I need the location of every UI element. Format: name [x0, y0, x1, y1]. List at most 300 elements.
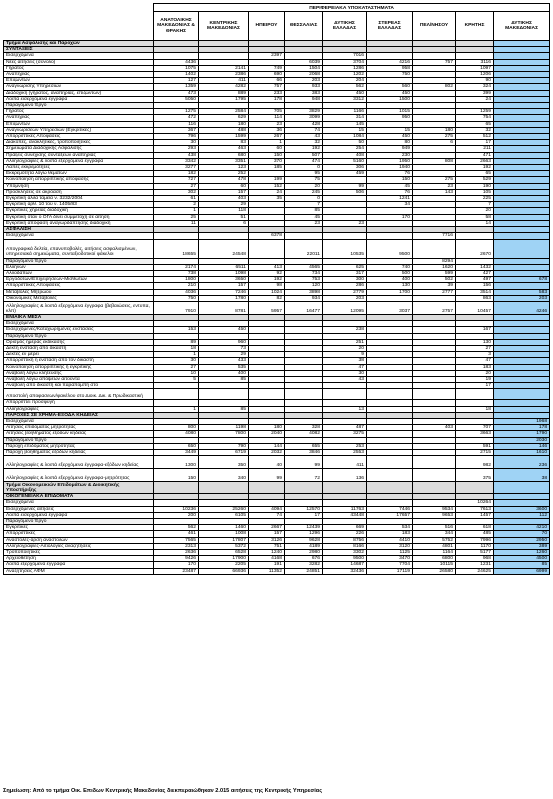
data-cell: 411 [323, 456, 367, 469]
data-cell: 433 [199, 358, 249, 364]
data-cell: 3898 [285, 289, 323, 295]
data-cell: 5050 [154, 96, 199, 102]
data-cell: 1075 [154, 65, 199, 71]
data-cell: 3650 [199, 277, 249, 283]
data-cell: 1457 [456, 512, 494, 518]
data-cell: 6105 [199, 512, 249, 518]
data-cell: 9500 [367, 239, 413, 258]
data-cell: 27 [456, 345, 494, 351]
data-cell: 7446 [367, 506, 413, 512]
data-cell: 39 [413, 283, 456, 289]
data-cell: 507 [285, 152, 323, 158]
row-label: Απορριπτικές [4, 531, 154, 537]
data-cell: 10264 [456, 500, 494, 506]
data-cell: 12095 [323, 301, 367, 314]
data-cell: 200 [154, 512, 199, 518]
data-cell: 2 [154, 202, 199, 208]
data-cell: 403 [199, 196, 249, 202]
data-cell: 27 [154, 183, 199, 189]
data-cell: 11763 [323, 506, 367, 512]
data-cell: 534 [367, 525, 413, 531]
row-label: ΑΣΦΑΛΙΣΗ [4, 227, 154, 233]
data-cell: 7800 [199, 431, 249, 437]
row-label: Παραγόμενο Έργο [4, 258, 154, 264]
data-cell: 13 [323, 406, 367, 412]
data-cell: 30 [154, 358, 199, 364]
data-cell: 889 [199, 90, 249, 96]
data-cell: 629 [199, 115, 249, 121]
data-cell: 485 [456, 531, 494, 537]
data-cell: 192 [285, 146, 323, 152]
row-label: Κοινοποίηση απορριπτικής ή εγκριτικής [4, 364, 154, 370]
row-label: Εισερχόμενα [4, 233, 154, 239]
data-cell: 3342 [154, 158, 199, 164]
data-cell: 1231 [456, 562, 494, 568]
data-cell: 471 [456, 152, 494, 158]
data-cell: 3704 [323, 59, 367, 65]
data-cell: 5957 [249, 301, 285, 314]
data-cell: 982 [456, 456, 494, 469]
data-cell: 4036 [154, 289, 199, 295]
data-cell: 65 [456, 121, 494, 127]
header-spacer [4, 12, 154, 41]
data-cell: 4080 [154, 431, 199, 437]
data-cell: 3449 [154, 449, 199, 455]
data-cell: 275 [413, 177, 456, 183]
data-cell: 32 [456, 127, 494, 133]
data-cell: 2757 [413, 301, 456, 314]
data-cell: 427 [456, 270, 494, 276]
row-label: Δεκτή ένσταση από δικαστή [4, 345, 154, 351]
data-cell: 98 [249, 283, 285, 289]
data-cell: 2313 [154, 543, 199, 549]
data-cell: 92 [249, 270, 285, 276]
data-cell: 14687 [323, 562, 367, 568]
row-label: Αλληλογραφίες [4, 406, 154, 412]
row-label: Αναγνωρίσεων Υπηρεσιών (Εγκριτικές) [4, 127, 154, 133]
data-cell: 157 [199, 189, 249, 195]
data-cell [413, 482, 456, 494]
col-header-dytikis-elladas: ΔΥΤΙΚΗΣ ΕΛΛΑΔΑΣ [323, 12, 367, 41]
data-cell: 4082 [285, 431, 323, 437]
data-cell: 157 [199, 283, 249, 289]
data-cell: 32436 [323, 568, 367, 574]
row-label: Ορισμός ημέρας εκδίκασης [4, 339, 154, 345]
data-cell: 383 [285, 90, 323, 96]
row-label: Οικονομικές Μεταβολές [4, 295, 154, 301]
data-cell: 3 [456, 352, 494, 358]
data-cell: 400 [367, 277, 413, 283]
data-cell: 403 [413, 425, 456, 431]
data-cell: 4189 [285, 543, 323, 549]
row-label: Αναβολή λόγω απόψεων αιτούντα [4, 376, 154, 382]
data-cell: 7716 [413, 233, 456, 239]
data-cell: 8756 [323, 537, 367, 543]
data-cell: 183 [456, 364, 494, 370]
data-cell: 10236 [154, 506, 199, 512]
table-row [4, 389, 550, 400]
row-label: Διακοπές, ανακλητικές, τροποποιητικές [4, 140, 154, 146]
data-cell: 3037 [367, 301, 413, 314]
data-cell: 3126 [249, 537, 285, 543]
row-label: Αναβολή λόγω κλήτευσης [4, 370, 154, 376]
data-cell: 199 [249, 177, 285, 183]
data-cell: 150 [367, 177, 413, 183]
data-cell: 529 [456, 177, 494, 183]
spreadsheet-sheet [3, 3, 549, 575]
data-cell: 306 [323, 165, 367, 171]
data-cell: 9653 [413, 512, 456, 518]
data-cell: 12570 [285, 506, 323, 512]
row-label: Εισερχόμενες/Καταχωρημένες ενστάσεις [4, 327, 154, 333]
data-cell: 707 [456, 425, 494, 431]
data-cell: 1166 [323, 109, 367, 115]
data-cell: 740 [367, 264, 413, 270]
data-cell: 116 [154, 121, 199, 127]
data-cell: 238 [323, 327, 367, 333]
data-cell: 2663 [456, 158, 494, 164]
data-cell: 114 [249, 115, 285, 121]
row-label: Αποστολή αποφασεων/φακέλου στο Διοικ. Δικ. & Πρωδικαστική [4, 389, 154, 400]
data-cell: 6528 [199, 550, 249, 556]
data-cell: 3116 [456, 59, 494, 65]
data-cell: 203 [323, 295, 367, 301]
data-cell: 76 [367, 189, 413, 195]
data-cell: 10 [154, 370, 199, 376]
data-cell: 5160 [323, 158, 367, 164]
data-cell: 1432 [456, 264, 494, 270]
row-label: Λαπές εκκρεμότητες [4, 165, 154, 171]
data-cell: 1084 [323, 134, 367, 140]
data-cell: 167 [456, 327, 494, 333]
row-label: Νέες αιτήσεις (σύνολο) [4, 59, 154, 65]
data-cell: 6 [199, 220, 249, 226]
data-cell: 85 [199, 376, 249, 382]
data-cell: 428 [285, 121, 323, 127]
data-cell: 1620 [413, 264, 456, 270]
data-cell: 127 [154, 78, 199, 84]
row-label: Παραγόμενο Έργο [4, 333, 154, 339]
data-cell: 50 [323, 140, 367, 146]
data-cell [323, 389, 367, 400]
data-cell: 150 [154, 469, 199, 482]
data-cell: 754 [456, 115, 494, 121]
data-cell: 9 [323, 352, 367, 358]
data-cell: 562 [154, 525, 199, 531]
data-cell: 3277 [154, 165, 199, 171]
data-cell: 4436 [154, 59, 199, 65]
data-cell: 7910 [154, 301, 199, 314]
data-cell: 19 [456, 376, 494, 382]
data-cell: 83 [199, 140, 249, 146]
data-cell: 1 [154, 406, 199, 412]
data-cell: 143 [413, 189, 456, 195]
data-cell: 535 [199, 364, 249, 370]
data-cell: 27 [154, 364, 199, 370]
row-label: Αναπηρίας [4, 115, 154, 121]
corner-cell [4, 4, 154, 12]
data-cell [413, 239, 456, 258]
row-label: ΠΑΡΟΧΕΣ ΣΕ ΧΡΗΜΑ-ΕΞΟΔΑ ΚΗΔΕΙΑΣ [4, 412, 154, 418]
data-cell: 85 [285, 208, 323, 214]
row-label: Εγκριτική άλλα ταμεία ν. 3232/2004 [4, 196, 154, 202]
data-cell: 502 [413, 277, 456, 283]
data-cell: 4246 [494, 301, 550, 314]
data-cell: 8294 [413, 258, 456, 264]
data-cell: 251 [323, 339, 367, 345]
data-cell: 463 [199, 146, 249, 152]
data-cell: 136 [323, 469, 367, 482]
data-cell: 753 [285, 277, 323, 283]
data-cell: 7613 [456, 506, 494, 512]
data-cell: 474 [285, 158, 323, 164]
data-cell: 275 [413, 134, 456, 140]
data-cell: 749 [249, 65, 285, 71]
data-cell: 24 [249, 189, 285, 195]
data-cell: 20 [285, 183, 323, 189]
data-cell: 185 [249, 165, 285, 171]
data-cell [154, 482, 199, 494]
data-cell: 2205 [199, 562, 249, 568]
data-cell: 314 [323, 115, 367, 121]
data-cell: 20 [456, 208, 494, 214]
table-row [4, 301, 550, 314]
data-cell: 47 [456, 358, 494, 364]
data-cell: 7565 [154, 537, 199, 543]
data-cell: 99 [249, 469, 285, 482]
data-cell: 95 [285, 171, 323, 177]
data-cell: 1 [154, 208, 199, 214]
data-cell: 35 [249, 196, 285, 202]
data-cell: 1164 [413, 550, 456, 556]
data-cell: 123 [199, 165, 249, 171]
data-cell: 190 [456, 183, 494, 189]
data-cell: 6039 [285, 59, 323, 65]
col-header-anatolikis-makedonias: ΑΝΑΤΟΛΙΚΗΣ ΜΑΚΕΔΟΝΙΑΣ & ΘΡΑΚΗΣ [154, 12, 199, 41]
data-cell: 413 [249, 264, 285, 270]
row-label: Λοιπά εξερχόμενα έγγραφα [4, 562, 154, 568]
data-cell: 18 [456, 406, 494, 412]
data-cell: 2032 [249, 449, 285, 455]
data-cell: 145 [323, 121, 367, 127]
data-cell: 26580 [413, 568, 456, 574]
row-label: Εισερχόμενες αιτήσεις [4, 506, 154, 512]
data-cell: 790 [199, 443, 249, 449]
data-cell: 3829 [285, 109, 323, 115]
data-cell: 130 [456, 339, 494, 345]
data-cell: 51 [199, 214, 249, 220]
data-cell: 1098 [199, 270, 249, 276]
data-cell: 344 [413, 531, 456, 537]
data-cell: 328 [285, 425, 323, 431]
data-cell: 450 [323, 90, 367, 96]
data-cell: 253 [323, 443, 367, 449]
data-cell: 17 [456, 140, 494, 146]
row-label: Αναβολή από δικαστή και παραπομπή στο [4, 383, 154, 389]
data-cell: 29 [199, 202, 249, 208]
data-cell [199, 482, 249, 494]
row-label: Αλλοδαπών [4, 270, 154, 276]
data-cell: 302 [154, 189, 199, 195]
data-cell: 3282 [285, 562, 323, 568]
row-label: Αλληλογραφίες-Αιτιολογίες αναζητήσεις [4, 543, 154, 549]
data-cell [413, 456, 456, 469]
data-cell [456, 482, 494, 494]
data-cell: 9628 [285, 537, 323, 543]
data-cell: 267 [249, 134, 285, 140]
data-cell: 9500 [323, 556, 367, 562]
data-cell: 66 [249, 78, 285, 84]
data-cell: 6719 [199, 449, 249, 455]
data-cell: 23 [413, 183, 456, 189]
data-cell: 25 [154, 214, 199, 220]
data-cell: 66936 [199, 568, 249, 574]
data-cell: 796 [154, 134, 199, 140]
data-cell: 450 [199, 327, 249, 333]
row-label: Εγκριτική όταν ο ΟΓΑ δίνει συμμετοχή σε αίτηση [4, 214, 154, 220]
data-cell: 245 [285, 189, 323, 195]
data-cell: 583 [494, 289, 550, 295]
data-cell: 1198 [199, 425, 249, 431]
data-cell: 20 [456, 370, 494, 376]
data-cell: 183 [367, 531, 413, 537]
row-label: Αλληλογραφίες & λοιπά εξερχόμενα έγγραφα-μητρότητας [4, 469, 154, 482]
data-cell: 170 [367, 214, 413, 220]
data-cell: 500 [367, 270, 413, 276]
data-cell: 203 [285, 78, 323, 84]
data-cell [413, 469, 456, 482]
data-cell: 7016 [323, 53, 367, 59]
data-cell: 750 [154, 295, 199, 301]
data-cell: 4094 [249, 506, 285, 512]
row-label: Προσκλήσεις σε ακρόαση [4, 189, 154, 195]
data-cell: 599 [413, 270, 456, 276]
col-header-kentrikis-makedonias: ΚΕΝΤΡΙΚΗΣ ΜΑΚΕΔΟΝΙΑΣ [199, 12, 249, 41]
data-cell: 7246 [199, 289, 249, 295]
data-cell: 389 [494, 543, 550, 549]
data-cell [199, 389, 249, 400]
data-cell: 949 [367, 146, 413, 152]
col-header-ipeirou: ΗΠΕΙΡΟΥ [249, 12, 285, 41]
data-cell: 705 [249, 109, 285, 115]
data-cell: 192 [456, 165, 494, 171]
data-cell: 8781 [199, 301, 249, 314]
row-label: Απογραφικά δελτία, επανυποβολές, αιτήσεις ασφαλισμένων, υπηρεσιακά σημειώματα, συνταξιοδοτικοί φάκελοι [4, 239, 154, 258]
data-cell: 5177 [456, 550, 494, 556]
data-cell: 2715 [456, 449, 494, 455]
data-cell: 105 [456, 189, 494, 195]
data-cell: 2667 [249, 525, 285, 531]
row-label: Παροχή επιδόματος μητρότητας [4, 443, 154, 449]
data-cell [494, 389, 550, 400]
data-cell: 750 [367, 72, 413, 78]
data-cell: 210 [154, 283, 199, 289]
data-cell: 960 [199, 339, 249, 345]
data-cell: 24851 [285, 568, 323, 574]
row-label: Μεταβολές Μητρώου [4, 289, 154, 295]
data-cell: 7 [285, 202, 323, 208]
data-cell [285, 389, 323, 400]
data-cell: 180 [249, 425, 285, 431]
data-cell: 3514 [456, 289, 494, 295]
table-row [4, 456, 550, 469]
data-cell: 40 [249, 456, 285, 469]
data-cell: 130 [367, 283, 413, 289]
data-cell: 4565 [285, 264, 323, 270]
row-label: Αρχειοθέτηση [4, 556, 154, 562]
col-header-dytikis-makedonias: ΔΥΤΙΚΗΣ ΜΑΚΕΔΟΝΙΑΣ [494, 12, 550, 41]
data-cell: 61 [154, 196, 199, 202]
data-cell: 153 [154, 327, 199, 333]
row-label: Επιζώντων [4, 78, 154, 84]
row-label: Αιτήσεις βοηθήματος εξόδων κηδείας [4, 431, 154, 437]
data-cell: 15 [323, 127, 367, 133]
data-cell: 157 [249, 531, 285, 537]
data-cell: 6800 [413, 556, 456, 562]
row-label: Διαδοχική (γήρατος, αναπηρίας, επιζώντων) [4, 90, 154, 96]
data-cell: 1024 [249, 289, 285, 295]
data-cell: 2030 [494, 437, 550, 443]
data-cell: 6999 [494, 568, 550, 574]
row-label: Δεκτές εν μέρει [4, 352, 154, 358]
row-label: Πράξεις συνέχισης συντάξεων αναπηρίας [4, 152, 154, 158]
data-cell: 25260 [199, 506, 249, 512]
data-cell: 669 [323, 525, 367, 531]
data-cell: 4216 [367, 59, 413, 65]
table-body [4, 4, 550, 575]
data-cell: 144 [249, 443, 285, 449]
data-cell: 17119 [367, 568, 413, 574]
data-cell: 85 [494, 562, 550, 568]
data-cell: 2040 [249, 431, 285, 437]
data-cell: 1241 [367, 196, 413, 202]
data-cell: 45 [367, 183, 413, 189]
data-cell: 3275 [323, 431, 367, 437]
data-cell: 1202 [323, 72, 367, 78]
data-cell: 1500 [367, 96, 413, 102]
data-cell: 2636 [154, 550, 199, 556]
data-cell: 370 [249, 158, 285, 164]
data-cell: 10457 [456, 301, 494, 314]
data-cell: 170 [154, 562, 199, 568]
data-cell: 180 [199, 121, 249, 127]
data-cell: 1780 [199, 295, 249, 301]
data-cell: 2584 [199, 109, 249, 115]
data-cell: 411 [199, 78, 249, 84]
data-cell: 20 [323, 345, 367, 351]
data-cell: 516 [413, 525, 456, 531]
table-row [4, 239, 550, 258]
data-cell: 2174 [154, 264, 199, 270]
data-cell: 690 [249, 72, 285, 78]
data-cell: 180 [413, 127, 456, 133]
data-cell: 236 [494, 456, 550, 469]
data-cell: 1015 [367, 109, 413, 115]
data-cell: 367 [154, 127, 199, 133]
data-cell: 1008 [199, 531, 249, 537]
data-cell: 17 [285, 512, 323, 518]
data-cell: 76 [367, 171, 413, 177]
data-cell: 9534 [413, 506, 456, 512]
statistics-table [3, 3, 550, 575]
data-cell: 4168 [249, 556, 285, 562]
data-cell: 99 [285, 456, 323, 469]
data-cell [413, 389, 456, 400]
data-cell: 6511 [199, 264, 249, 270]
data-cell: 58 [456, 214, 494, 220]
data-cell: 399 [456, 90, 494, 96]
row-label: Εισερχόμενα [4, 53, 154, 59]
